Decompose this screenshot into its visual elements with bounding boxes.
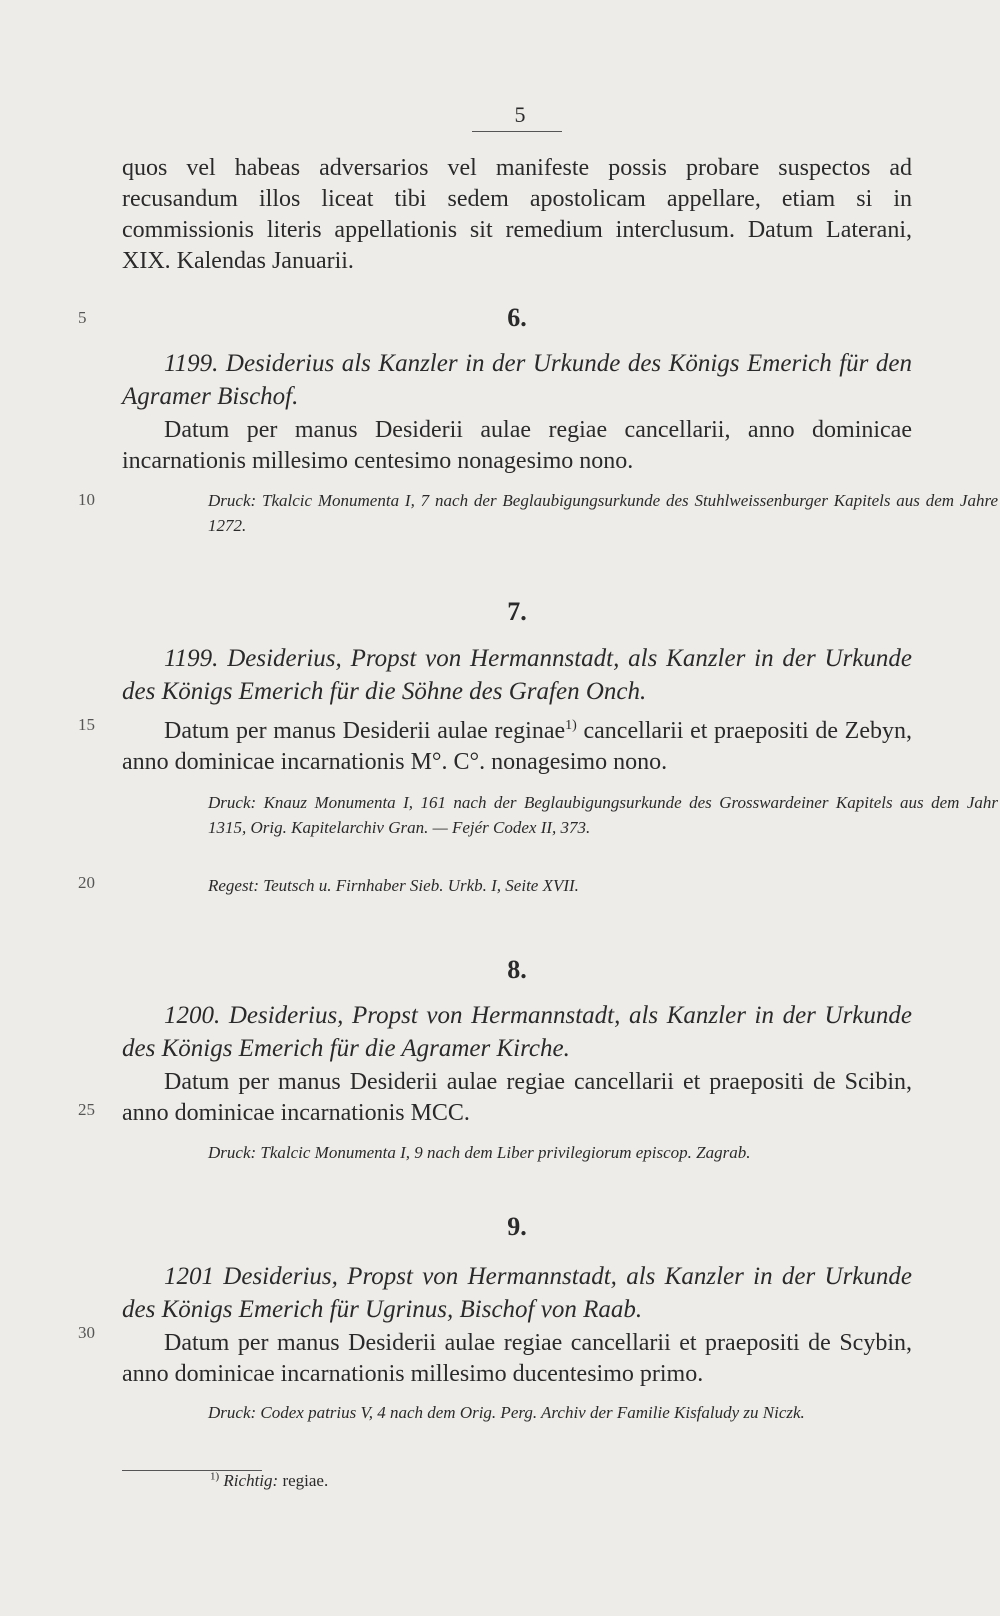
entry-text bbox=[122, 716, 912, 778]
entry-heading: 1199. Desiderius als Kanzler in der Urkunde des Königs Emerich für den Agramer Bischof. bbox=[122, 350, 912, 410]
line-number: 5 bbox=[78, 308, 87, 327]
entry-text-part: cancellarii et praepositi de Zebyn, anno dominicae incarnationis M°. C°. nonagesimo nono. bbox=[122, 718, 912, 775]
footnote-mark: 1) bbox=[210, 1470, 220, 1483]
entry-number: 7. bbox=[507, 597, 527, 626]
footnote-marker: 1) bbox=[565, 718, 577, 733]
entry-text: Datum per manus Desiderii aulae regiae cancellarii, anno dominicae incarnationis millesimo centesimo nonagesimo nono. bbox=[122, 417, 912, 474]
entry-text: Datum per manus Desiderii aulae regiae cancellarii et praepositi de Scibin, anno dominicae incarnationis MCC. bbox=[122, 1069, 912, 1126]
page-number-rule bbox=[472, 131, 562, 132]
footnote-label: Richtig: bbox=[223, 1471, 279, 1490]
line-number: 10 bbox=[78, 490, 95, 509]
entry-heading: 1200. Desiderius, Propst von Hermannstadt, als Kanzler in der Urkunde des Königs Emerich für die Agramer Kirche. bbox=[122, 1002, 912, 1062]
entry-druck: Druck: Tkalcic Monumenta I, 7 nach der Beglaubigungsurkunde des Stuhlweissenburger Kapitels aus dem Jahre 1272. bbox=[208, 491, 998, 535]
entry-druck: Druck: Tkalcic Monumenta I, 9 nach dem Liber privilegiorum episcop. Zagrab. bbox=[208, 1143, 751, 1162]
entry-text: Datum per manus Desiderii aulae regiae cancellarii et praepositi de Scybin, anno dominicae incarnationis millesimo ducentesimo primo. bbox=[122, 1330, 912, 1387]
page-number: 5 bbox=[514, 102, 526, 127]
line-number: 25 bbox=[78, 1100, 95, 1119]
line-number: 30 bbox=[78, 1323, 95, 1342]
line-number: 15 bbox=[78, 715, 95, 734]
entry-number: 8. bbox=[507, 955, 527, 984]
entry-regest: Regest: Teutsch u. Firnhaber Sieb. Urkb. I, Seite XVII. bbox=[208, 876, 579, 895]
entry-druck: Druck: Codex patrius V, 4 nach dem Orig. Perg. Archiv der Familie Kisfaludy zu Niczk. bbox=[208, 1403, 805, 1422]
entry-text-part: Datum per manus Desiderii aulae reginae bbox=[164, 718, 566, 744]
entry-number: 9. bbox=[507, 1212, 527, 1241]
line-number: 20 bbox=[78, 873, 95, 892]
entry-druck: Druck: Knauz Monumenta I, 161 nach der Beglaubigungsurkunde des Grosswardeiner Kapitels aus dem Jahr 1315, Orig. Kapitelarchiv Gran. — Fejér Codex II, 373. bbox=[208, 793, 998, 837]
intro-paragraph: quos vel habeas adversarios vel manifeste possis probare suspectos ad recusandum illos liceat tibi sedem apostolicam appellare, etiam si in commissionis literis appellationis sit remedium interclusum. Datum Laterani, XIX. Kalendas Januarii. bbox=[122, 155, 912, 274]
entry-number: 6. bbox=[507, 303, 527, 332]
footnote-text: regiae. bbox=[278, 1471, 329, 1490]
entry-heading: 1199. Desiderius, Propst von Hermannstadt, als Kanzler in der Urkunde des Königs Emerich für die Söhne des Grafen Onch. bbox=[122, 645, 912, 705]
entry-heading: 1201 Desiderius, Propst von Hermannstadt, als Kanzler in der Urkunde des Königs Emerich für Ugrinus, Bischof von Raab. bbox=[122, 1263, 912, 1323]
footnote bbox=[210, 1471, 328, 1491]
